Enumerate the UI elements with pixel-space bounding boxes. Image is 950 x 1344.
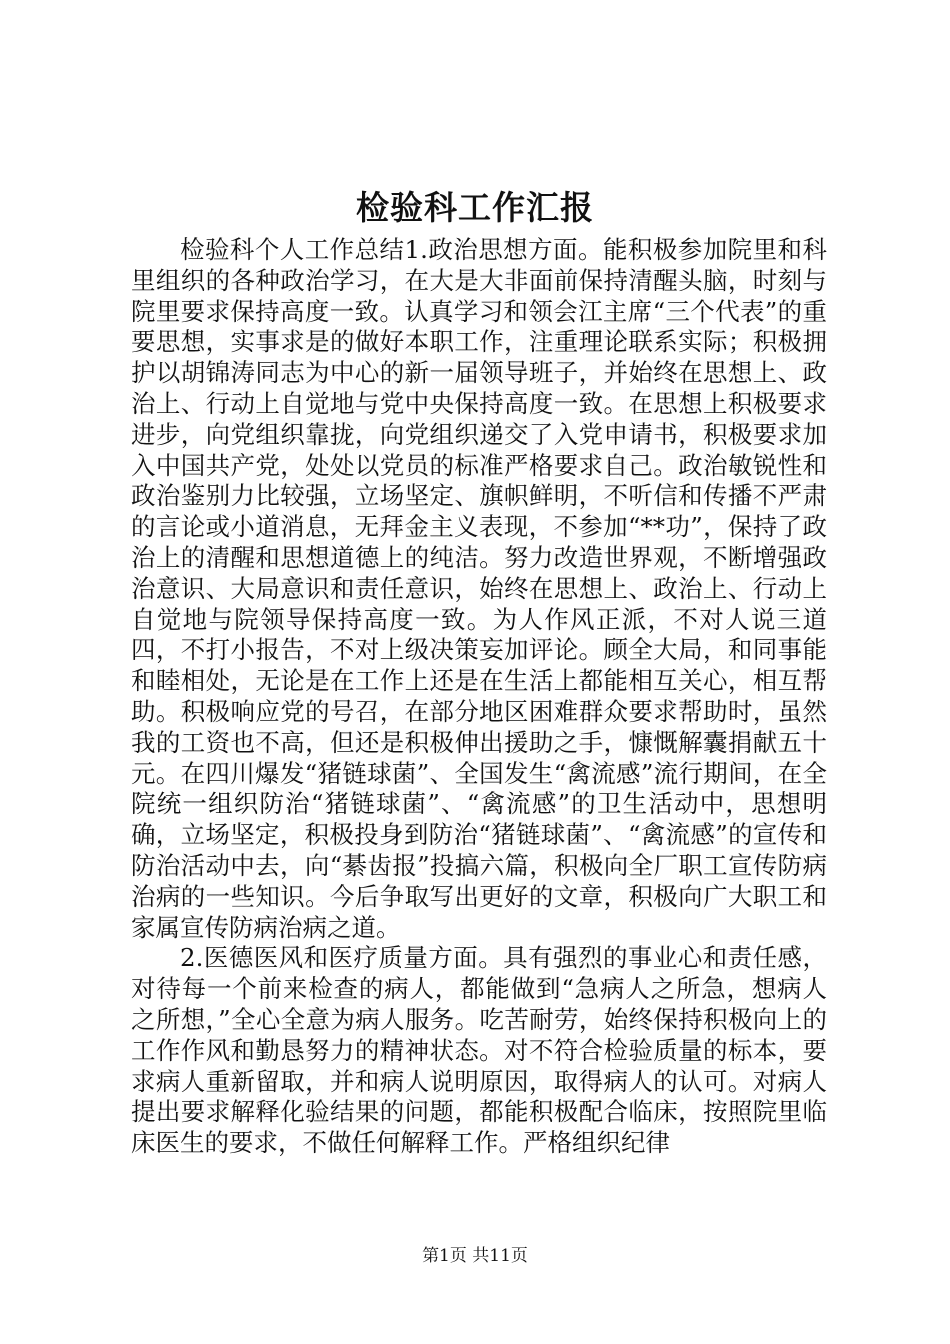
- paragraph-medical-ethics: 2.医德医风和医疗质量方面。具有强烈的事业心和责任感，对待每一个前来检查的病人，都能做到“急病人之所急，想病人之所想，”全心全意为病人服务。吃苦耐劳，始终保持积极向上的工作作风和勤恳努力的精神状态。对不符合检验质量的标本，要求病人重新留取，并和病人说明原因，取得病人的认可。对病人提出要求解释化验结果的问题，都能积极配合临床，按照院里临床医生的要求，不做任何解释工作。严格组织纪律: [131, 943, 827, 1158]
- document-title: 检验科工作汇报: [356, 188, 594, 227]
- paragraph-political: 检验科个人工作总结1.政治思想方面。能积极参加院里和科里组织的各种政治学习，在大是大非面前保持清醒头脑，时刻与院里要求保持高度一致。认真学习和领会江主席“三个代表”的重要思想，实事求是的做好本职工作，注重理论联系实际；积极拥护以胡锦涛同志为中心的新一届领导班子，并始终在思想上、政治上、行动上自觉地与党中央保持高度一致。在思想上积极要求进步，向党组织靠拢，向党组织递交了入党申请书，积极要求加入中国共产党，处处以党员的标准严格要求自己。政治敏锐性和政治鉴别力比较强，立场坚定、旗帜鲜明，不听信和传播不严肃的言论或小道消息，无拜金主义表现，不参加“**功”，保持了政治上的清醒和思想道德上的纯洁。努力改造世界观，不断增强政治意识、大局意识和责任意识，始终在思想上、政治上、行动上自觉地与院领导保持高度一致。为人作风正派，不对人说三道四，不打小报告，不对上级决策妄加评论。顾全大局，和同事能和睦相处，无论是在工作上还是在生活上都能相互关心，相互帮助。积极响应党的号召，在部分地区困难群众要求帮助时，虽然我的工资也不高，但还是积极伸出援助之手，慷慨解囊捐献五十元。在四川爆发“猪链球菌”、全国发生“禽流感”流行期间，在全院统一组织防治“猪链球菌”、“禽流感”的卫生活动中，思想明确，立场坚定，积极投身到防治“猪链球菌”、“禽流感”的宣传和防治活动中去，向“綦齿报”投搞六篇，积极向全厂职工宣传防病治病的一些知识。今后争取写出更好的文章，积极向广大职工和家属宣传防病治病之道。: [131, 235, 827, 942]
- document-body: [131, 235, 827, 1159]
- page-footer: 第1页 共11页: [422, 1246, 528, 1266]
